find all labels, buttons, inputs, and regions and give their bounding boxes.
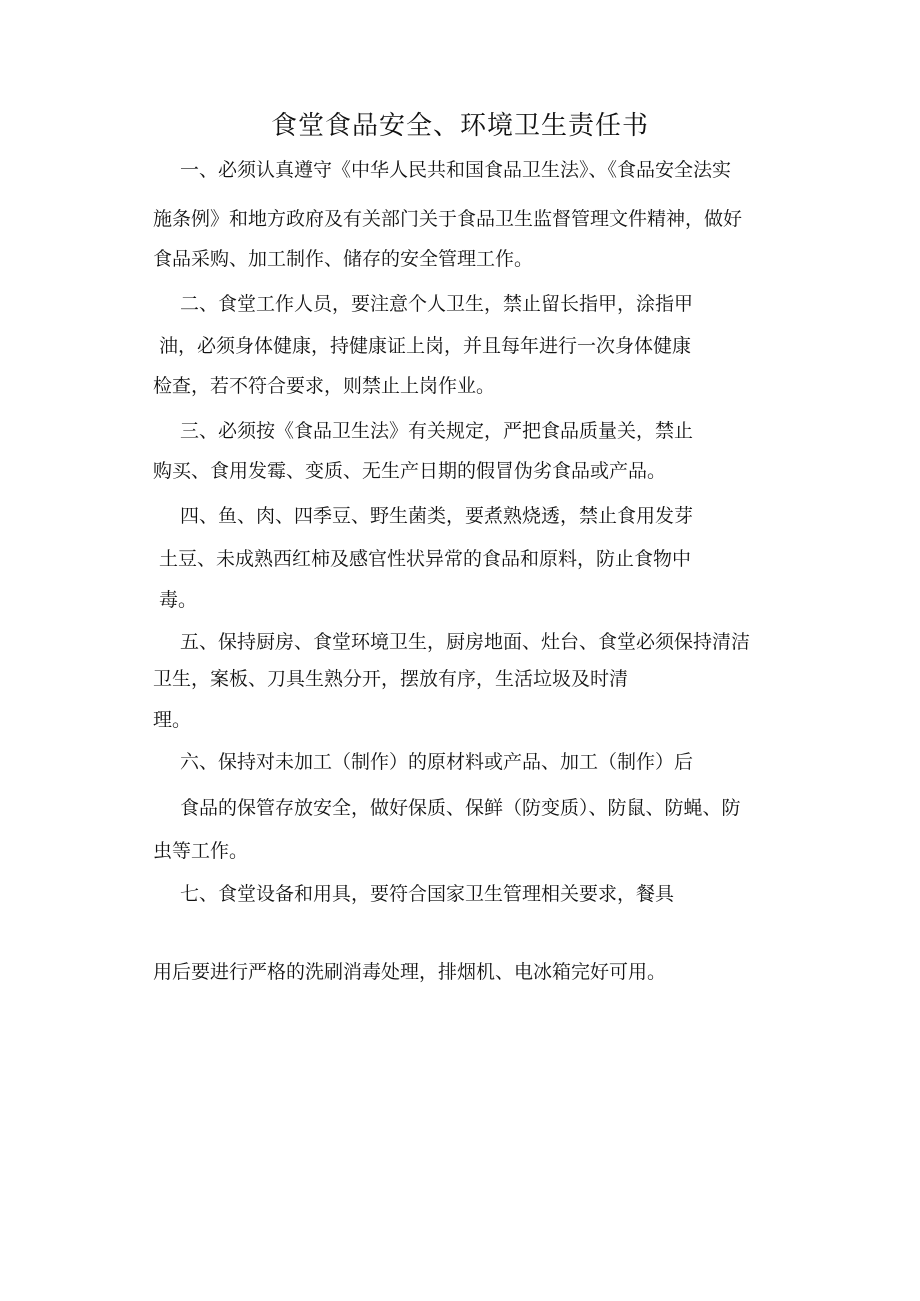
paragraph-4-line-2: 土豆、未成熟西红柿及感官性状异常的食品和原料，防止食物中 bbox=[159, 548, 692, 570]
paragraph-5-line-2: 卫生，案板、刀具生熟分开，摆放有序，生活垃圾及时清 bbox=[153, 668, 629, 690]
paragraph-1-line-1: 一、必须认真遵守《中华人民共和国食品卫生法》、《食品安全法实 bbox=[180, 159, 732, 181]
paragraph-7-line-1: 七、食堂设备和用具，要符合国家卫生管理相关要求，餐具 bbox=[180, 883, 675, 905]
paragraph-2-line-3: 检查，若不符合要求，则禁止上岗作业。 bbox=[153, 375, 496, 397]
paragraph-4-line-1: 四、鱼、肉、四季豆、野生菌类，要煮熟烧透，禁止食用发芽 bbox=[180, 505, 694, 527]
paragraph-3-line-2: 购买、食用发霉、变质、无生产日期的假冒伪劣食品或产品。 bbox=[153, 460, 667, 482]
paragraph-6-line-1: 六、保持对未加工（制作）的原材料或产品、加工（制作）后 bbox=[180, 751, 694, 773]
paragraph-1-line-2: 施条例》和地方政府及有关部门关于食品卫生监督管理文件精神，做好 bbox=[153, 208, 743, 230]
paragraph-5-line-1: 五、保持厨房、食堂环境卫生，厨房地面、灶台、食堂必须保持清洁 bbox=[180, 631, 751, 653]
paragraph-7-line-2: 用后要进行严格的洗刷消毒处理，排烟机、电冰箱完好可用。 bbox=[153, 961, 667, 983]
paragraph-4-line-3: 毒。 bbox=[159, 589, 198, 611]
paragraph-6-line-3: 虫等工作。 bbox=[153, 840, 249, 862]
paragraph-2-line-2: 油，必须身体健康，持健康证上岗，并且每年进行一次身体健康 bbox=[159, 335, 692, 357]
paragraph-6-line-2: 食品的保管存放安全，做好保质、保鲜（防变质）、防鼠、防蝇、防 bbox=[180, 797, 741, 819]
document-title: 食堂食品安全、环境卫生责任书 bbox=[270, 111, 649, 141]
paragraph-2-line-1: 二、食堂工作人员，要注意个人卫生，禁止留长指甲，涂指甲 bbox=[180, 293, 694, 315]
paragraph-5-line-3: 理。 bbox=[153, 709, 192, 731]
paragraph-3-line-1: 三、必须按《食品卫生法》有关规定，严把食品质量关，禁止 bbox=[180, 420, 694, 442]
paragraph-1-line-3: 食品采购、加工制作、储存的安全管理工作。 bbox=[153, 248, 534, 270]
